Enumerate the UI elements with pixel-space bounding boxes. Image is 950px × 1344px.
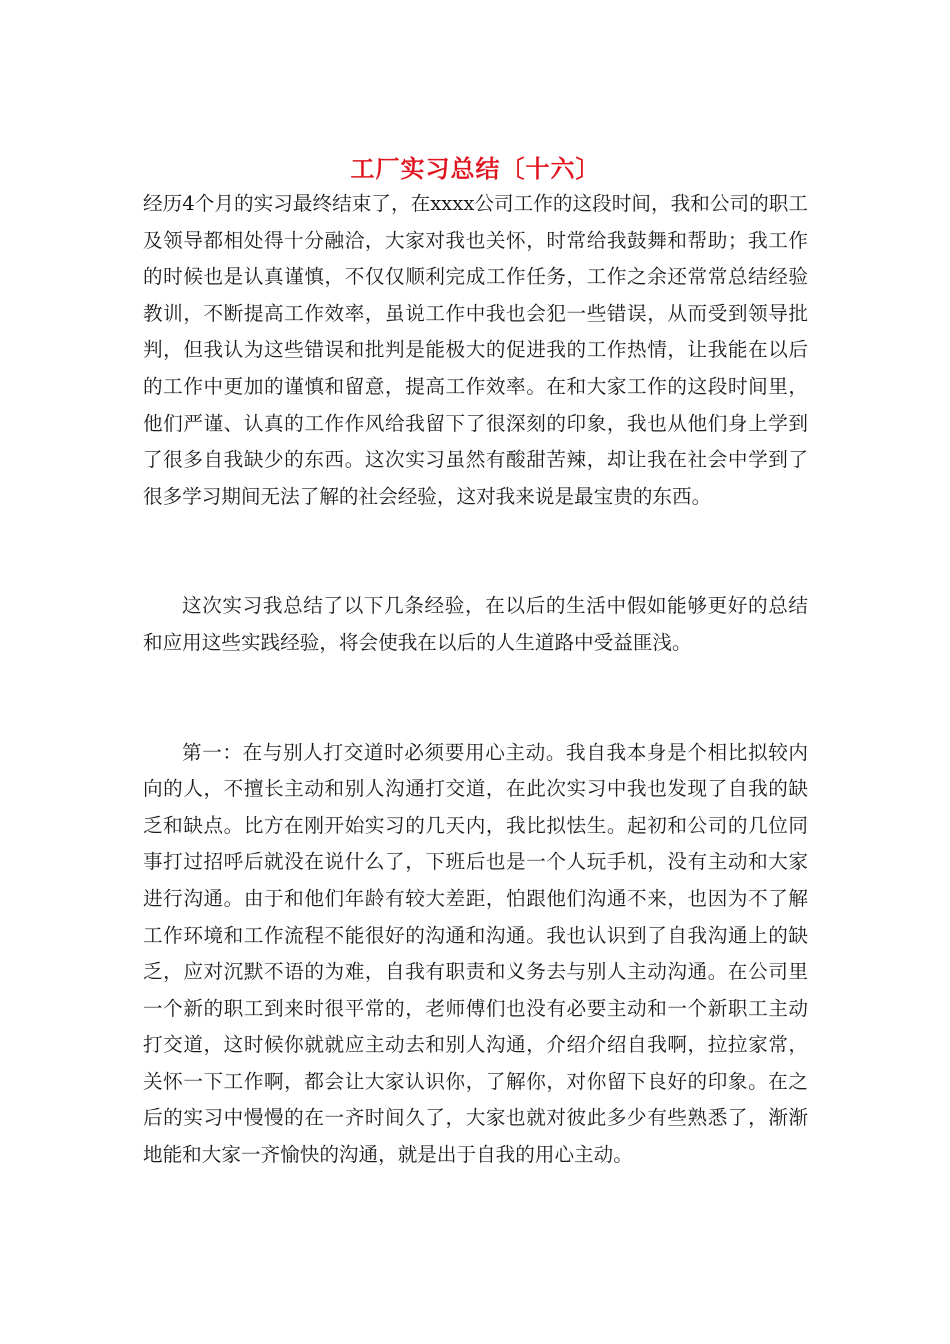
paragraph-spacer (143, 515, 808, 588)
document-title: 工厂实习总结〔十六〕 (350, 155, 601, 183)
document-page (143, 152, 808, 1174)
paragraph-summary-lead: 这次实习我总结了以下几条经验，在以后的生活中假如能够更好的总结和应用这些实践经验，将会使我在以后的人生道路中受益匪浅。 (143, 594, 808, 654)
paragraph-intro: 经历4个月的实习最终结束了，在xxxx公司工作的这段时间，我和公司的职工及领导都相处得十分融洽，大家对我也关怀，时常给我鼓舞和帮助；我工作的时候也是认真谨慎，不仅仅顺利完成工作任务，工作之余还常常总结经验教训，不断提高工作效率，虽说工作中我也会犯一些错误，从而受到领导批判，但我认为这些错误和批判是能极大的促进我的工作热情，让我能在以后的工作中更加的谨慎和留意，提高工作效率。在和大家工作的这段时间里，他们严谨、认真的工作作风给我留下了很深刻的印象，我也从他们身上学到了很多自我缺少的东西。这次实习虽然有酸甜苦辣，却让我在社会中学到了很多学习期间无法了解的社会经验，这对我来说是最宝贵的东西。 (143, 192, 808, 508)
paragraph-point-one: 第一：在与别人打交道时必须要用心主动。我自我本身是个相比拟较内向的人，不擅长主动和别人沟通打交道，在此次实习中我也发现了自我的缺乏和缺点。比方在刚开始实习的几天内，我比拟怯生。起初和公司的几位同事打过招呼后就没在说什么了，下班后也是一个人玩手机，没有主动和大家进行沟通。由于和他们年龄有较大差距，怕跟他们沟通不来，也因为不了解工作环境和工作流程不能很好的沟通和沟通。我也认识到了自我沟通上的缺乏，应对沉默不语的为难，自我有职责和义务去与别人主动沟通。在公司里一个新的职工到来时很平常的，老师傅们也没有必要主动和一个新职工主动打交道，这时候你就就应主动去和别人沟通，介绍介绍自我啊，拉拉家常，关怀一下工作啊，都会让大家认识你，了解你，对你留下良好的印象。在之后的实习中慢慢的在一齐时间久了，大家也就对彼此多少有些熟悉了，渐渐地能和大家一齐愉快的沟通，就是出于自我的用心主动。 (143, 740, 808, 1167)
paragraph-spacer (143, 662, 808, 735)
